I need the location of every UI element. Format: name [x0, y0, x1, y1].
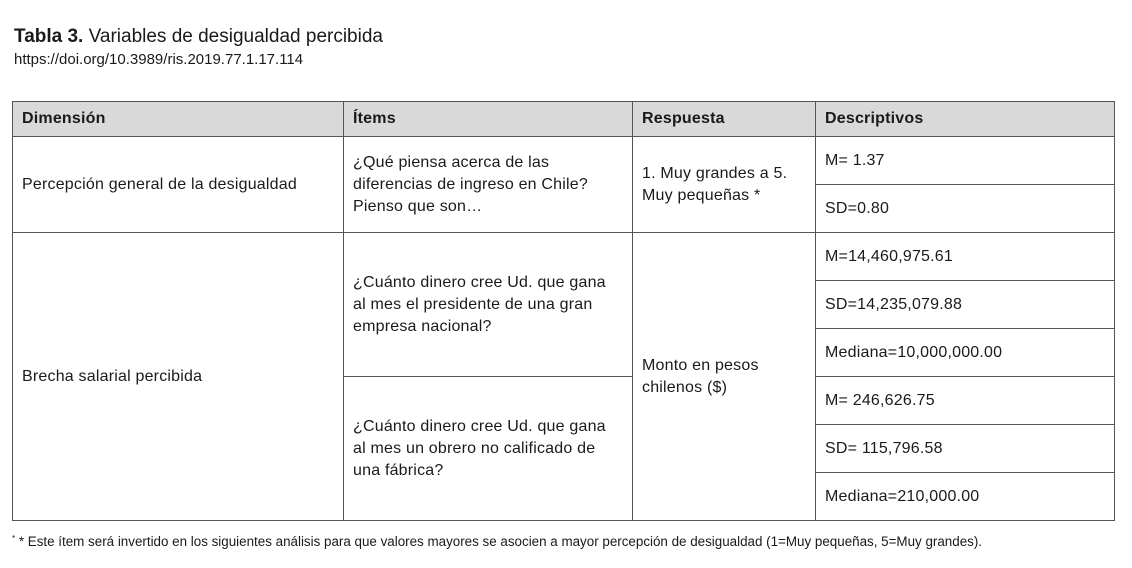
doi-link[interactable]: https://doi.org/10.3989/ris.2019.77.1.17.114	[14, 51, 304, 68]
header-items: Ítems	[344, 102, 633, 137]
descriptivo-cell: SD=14,235,079.88	[816, 281, 1115, 329]
header-row	[13, 102, 1115, 137]
dimension-cell: Brecha salarial percibida	[13, 233, 344, 521]
descriptivo-cell: M= 246,626.75	[816, 377, 1115, 425]
respuesta-cell: Monto en pesos chilenos ($)	[633, 233, 816, 521]
header-descriptivos: Descriptivos	[816, 102, 1115, 137]
table-caption	[14, 26, 383, 48]
descriptivo-cell: M= 1.37	[816, 137, 1115, 185]
footnote-text: * Este ítem será invertido en los siguientes análisis para que valores mayores se asocien a mayor percepción de desigualdad (1=Muy pequeñas, 5=Muy grandes).	[15, 534, 983, 549]
footnote-mark: *	[12, 534, 16, 543]
descriptivo-cell: Mediana=10,000,000.00	[816, 329, 1115, 377]
table-row	[13, 137, 1115, 185]
descriptivo-cell: SD=0.80	[816, 185, 1115, 233]
dimension-cell: Percepción general de la desigualdad	[13, 137, 344, 233]
descriptivo-cell: Mediana=210,000.00	[816, 473, 1115, 521]
item-cell: ¿Cuánto dinero cree Ud. que gana al mes un obrero no calificado de una fábrica?	[344, 377, 633, 521]
respuesta-cell: 1. Muy grandes a 5. Muy pequeñas *	[633, 137, 816, 233]
item-cell: ¿Qué piensa acerca de las diferencias de ingreso en Chile? Pienso que son…	[344, 137, 633, 233]
item-cell: ¿Cuánto dinero cree Ud. que gana al mes el presidente de una gran empresa nacional?	[344, 233, 633, 377]
table-label: Tabla 3.	[14, 26, 84, 47]
table-footnote	[12, 531, 982, 550]
table-row	[13, 233, 1115, 281]
header-respuesta: Respuesta	[633, 102, 816, 137]
data-table	[12, 101, 1115, 521]
table-title: Variables de desigualdad percibida	[88, 26, 383, 47]
header-dimension: Dimensión	[13, 102, 344, 137]
descriptivo-cell: M=14,460,975.61	[816, 233, 1115, 281]
descriptivo-cell: SD= 115,796.58	[816, 425, 1115, 473]
